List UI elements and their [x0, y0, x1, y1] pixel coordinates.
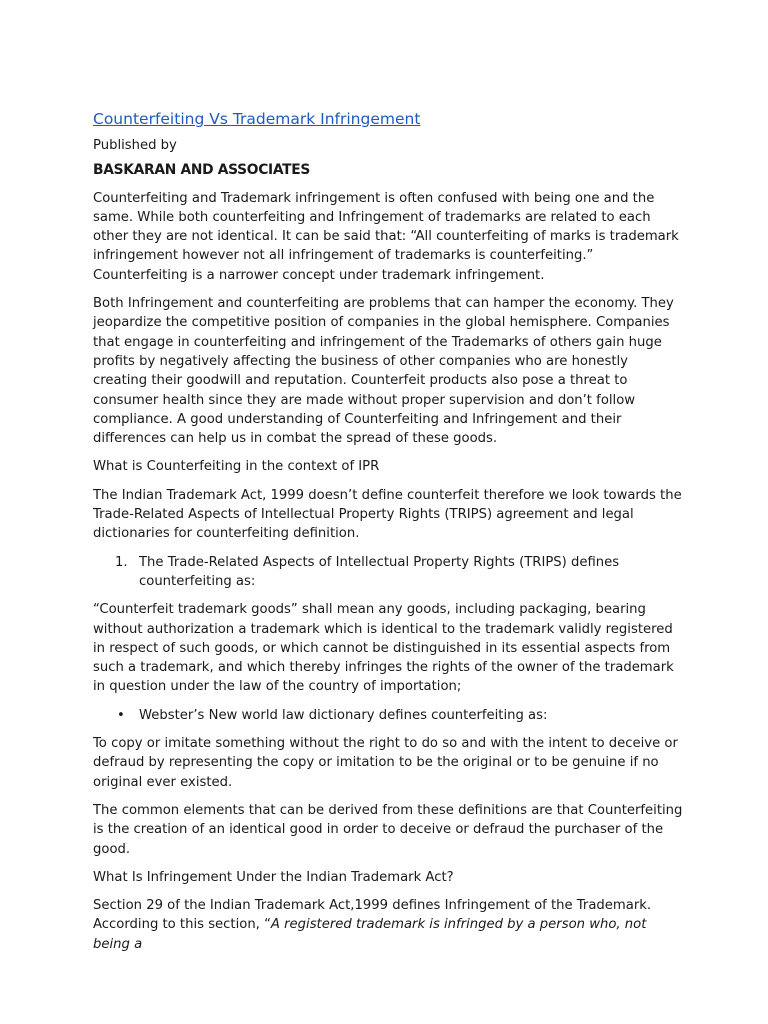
document-page: [93, 108, 683, 963]
section-29-text: Section 29 of the Indian Trademark Act,1999 defines Infringement of the Trademark. According to this section, “: [93, 898, 652, 933]
numbered-list-item: [93, 553, 683, 592]
paragraph-webster-definition: To copy or imitate something without the right to do so and with the intent to deceive or defraud by representing the copy or imitation to be the original or to be genuine if no original ever existed.: [93, 736, 678, 790]
bullet-item-text: Webster’s New world law dictionary defines counterfeiting as:: [139, 707, 548, 723]
section-29-quote: A registered trademark is infringed by a person who, not being a: [93, 917, 647, 952]
paragraph-common-elements: The common elements that can be derived from these definitions are that Counterfeiting is the creation of an identical good in order to deceive or defraud the purchaser of the good.: [93, 802, 683, 857]
list-number: 1.: [115, 554, 128, 570]
heading-counterfeiting-ipr: What is Counterfeiting in the context of IPR: [93, 459, 380, 475]
paragraph-intro: Counterfeiting and Trademark infringement is often confused with being one and the same. While both counterfeiting and Infringement of trademarks are related to each other they are not identical. It can be said that: “All counterfeiting of marks is trademark infringement however not all infringement of trademarks is counterfeiting.” Counterfeiting is a narrower concept under trademark infringement.: [93, 190, 679, 283]
document-title-link[interactable]: Counterfeiting Vs Trademark Infringement: [93, 110, 421, 128]
paragraph-economy: Both Infringement and counterfeiting are problems that can hamper the economy. They jeopardize the competitive position of companies in the global hemisphere. Companies that engage in counterfeiting and infringement of the Trademarks of others gain huge profits by negatively affecting the business of other companies who are honestly creating their goodwill and reputation. Counterfeit products also pose a threat to consumer health since they are made without proper supervision and don’t follow compliance. A good understanding of Counterfeiting and Infringement and their differences can help us in combat the spread of these goods.: [93, 296, 674, 447]
paragraph-trips-definition: “Counterfeit trademark goods” shall mean any goods, including packaging, bearing without authorization a trademark which is identical to the trademark validly registered in respect of such goods, or which cannot be distinguished in its essential aspects from such a trademark, and which thereby infringes the rights of the owner of the trademark in question under the law of the country of importation;: [93, 602, 674, 695]
paragraph-trademark-act: The Indian Trademark Act, 1999 doesn’t define counterfeit therefore we look towards the Trade-Related Aspects of Intellectual Property Rights (TRIPS) agreement and legal dictionaries for counterfeiting definition.: [93, 487, 682, 542]
bullet-icon: •: [117, 707, 125, 723]
heading-infringement: What Is Infringement Under the Indian Trademark Act?: [93, 869, 454, 885]
bullet-list-item: [93, 706, 683, 725]
published-by-label: Published by: [93, 138, 177, 153]
paragraph-section-29: [93, 896, 683, 954]
list-item-text: The Trade-Related Aspects of Intellectual Property Rights (TRIPS) defines counterfeiting as:: [139, 554, 620, 589]
publisher-name: BASKARAN AND ASSOCIATES: [93, 162, 311, 179]
